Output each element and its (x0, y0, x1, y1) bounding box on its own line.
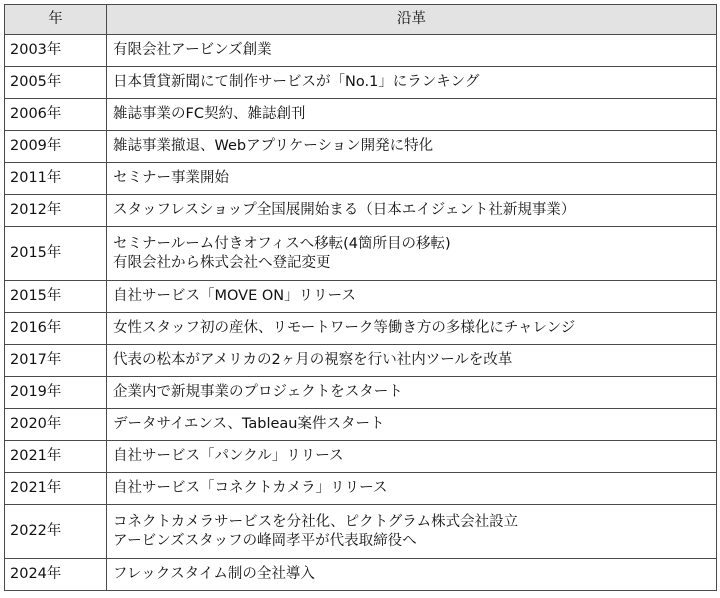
table-row (5, 99, 717, 131)
history-line: 自社サービス「コネクトカメラ」リリース (113, 480, 388, 496)
history-cell (107, 131, 717, 163)
history-line: コネクトカメラサービスを分社化、ピクトグラム株式会社設立 (113, 513, 519, 530)
table-row (5, 227, 717, 281)
table-row (5, 377, 717, 409)
history-cell (107, 441, 717, 473)
history-table-container (4, 4, 717, 591)
history-line: 企業内で新規事業のプロジェクトをスタート (113, 384, 403, 400)
year-cell: 2021年 (5, 441, 107, 473)
table-row (5, 505, 717, 559)
history-cell (107, 195, 717, 227)
history-line: セミナールーム付きオフィスへ移転(4箇所目の移転) (113, 235, 451, 252)
year-cell: 2005年 (5, 67, 107, 99)
year-cell: 2017年 (5, 345, 107, 377)
history-line: データサイエンス、Tableau案件スタート (113, 416, 385, 432)
table-row (5, 313, 717, 345)
history-line: 代表の松本がアメリカの2ヶ月の視察を行い社内ツールを改革 (113, 352, 513, 368)
company-history-table (4, 4, 717, 591)
table-row (5, 409, 717, 441)
year-cell: 2021年 (5, 473, 107, 505)
history-cell (107, 377, 717, 409)
history-line: 自社サービス「パンクル」リリース (113, 448, 344, 464)
history-line: 自社サービス「MOVE ON」リリース (113, 288, 356, 304)
year-cell: 2016年 (5, 313, 107, 345)
history-line: アービンズスタッフの峰岡孝平が代表取締役へ (113, 532, 417, 549)
year-cell: 2009年 (5, 131, 107, 163)
table-row (5, 441, 717, 473)
table-row (5, 163, 717, 195)
history-cell (107, 505, 717, 559)
history-line: 日本賃貸新聞にて制作サービスが「No.1」にランキング (113, 74, 480, 90)
history-line: フレックスタイム制の全社導入 (113, 566, 315, 582)
year-cell: 2015年 (5, 227, 107, 281)
year-cell: 2006年 (5, 99, 107, 131)
history-cell (107, 409, 717, 441)
header-year: 年 (5, 5, 107, 35)
table-row (5, 131, 717, 163)
history-line: 雑誌事業撤退、Webアプリケーション開発に特化 (113, 138, 434, 154)
table-row (5, 35, 717, 67)
history-cell (107, 227, 717, 281)
table-row (5, 559, 717, 591)
table-row (5, 473, 717, 505)
history-line: セミナー事業開始 (113, 170, 229, 186)
table-row (5, 345, 717, 377)
history-cell (107, 559, 717, 591)
history-cell (107, 281, 717, 313)
table-row (5, 281, 717, 313)
history-cell (107, 99, 717, 131)
year-cell: 2024年 (5, 559, 107, 591)
header-history: 沿革 (107, 5, 717, 35)
year-cell: 2020年 (5, 409, 107, 441)
table-row (5, 195, 717, 227)
history-cell (107, 473, 717, 505)
history-line: 有限会社アービンズ創業 (113, 42, 272, 58)
history-line: 女性スタッフ初の産休、リモートワーク等働き方の多様化にチャレンジ (113, 320, 576, 336)
year-cell: 2012年 (5, 195, 107, 227)
history-cell (107, 313, 717, 345)
table-row (5, 67, 717, 99)
table-body (5, 35, 717, 591)
year-cell: 2011年 (5, 163, 107, 195)
history-cell (107, 345, 717, 377)
year-cell: 2015年 (5, 281, 107, 313)
history-cell (107, 35, 717, 67)
year-cell: 2022年 (5, 505, 107, 559)
history-cell (107, 67, 717, 99)
table-header-row (5, 5, 717, 35)
year-cell: 2019年 (5, 377, 107, 409)
history-cell (107, 163, 717, 195)
history-line: 雑誌事業のFC契約、雑誌創刊 (113, 106, 306, 122)
history-line: 有限会社から株式会社へ登記変更 (113, 254, 331, 271)
history-line: スタッフレスショップ全国展開始まる（日本エイジェント社新規事業） (113, 202, 576, 218)
year-cell: 2003年 (5, 35, 107, 67)
